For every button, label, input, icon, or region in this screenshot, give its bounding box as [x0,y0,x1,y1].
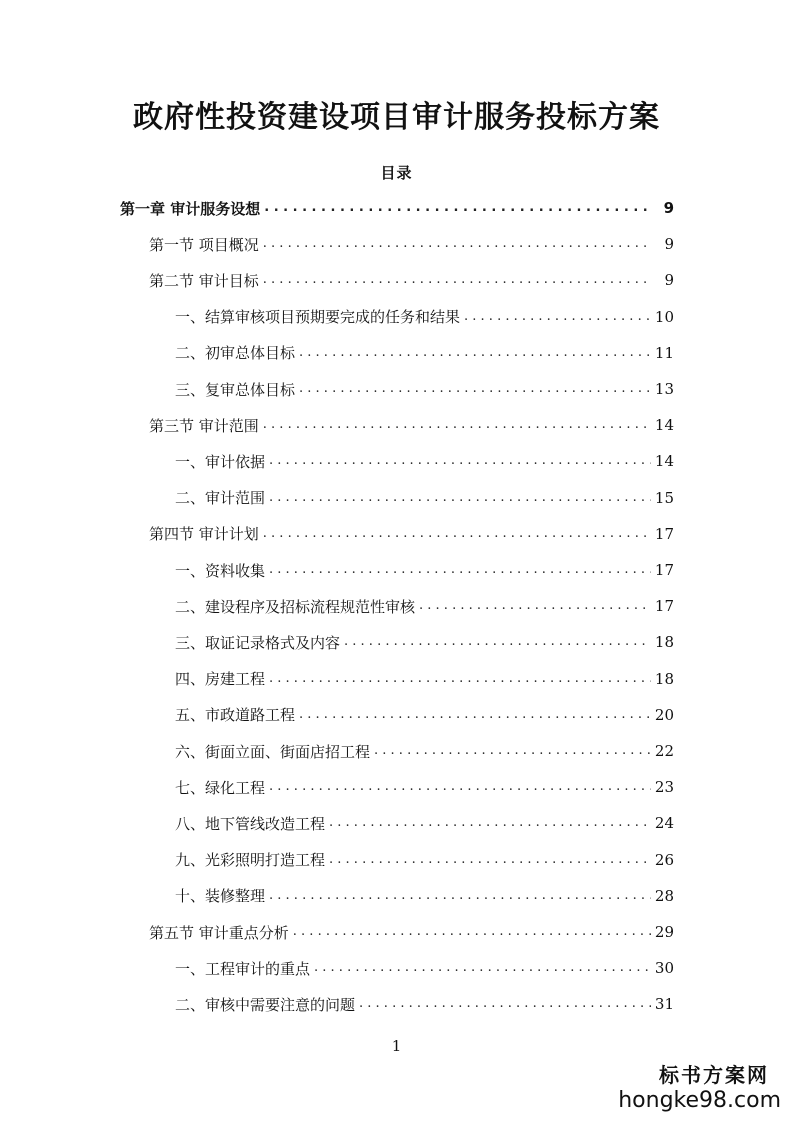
toc-entry-label: 九、光彩照明打造工程 [175,851,326,870]
page-number: 1 [391,1037,402,1055]
toc-dot-leader [269,878,651,914]
toc-entry-label: 第二节 审计目标 [149,271,259,290]
toc-entry-label: 第三节 审计范围 [149,416,259,435]
toc-entry-page: 13 [654,380,674,398]
toc-dot-leader [269,480,651,516]
toc-entry[interactable] [149,262,674,298]
toc-dot-leader [329,842,651,878]
toc-entry[interactable] [149,226,674,262]
toc-dot-leader [269,769,651,805]
watermark-url-text: hongke98.com [618,1088,781,1113]
toc-entry-label: 八、地下管线改造工程 [175,814,326,833]
toc-entry-label: 一、结算审核项目预期要完成的任务和结果 [175,308,461,327]
toc-dot-leader [359,986,651,1022]
toc-entry[interactable] [120,190,674,226]
toc-entry-page: 10 [654,307,674,326]
toc-entry-label: 一、资料收集 [175,561,266,580]
toc-entry-page: 14 [654,452,674,471]
toc-dot-leader [293,914,651,950]
toc-entry-page: 14 [654,416,674,435]
toc-entry[interactable] [149,407,674,443]
toc-entry-page: 17 [654,597,674,616]
toc-entry[interactable] [175,842,674,878]
toc-entry[interactable] [175,588,674,624]
toc-entry-page: 24 [654,814,674,833]
toc-entry-page: 29 [654,923,674,941]
toc-dot-leader [299,371,651,407]
toc-dot-leader [314,950,651,986]
toc-entry-page: 26 [654,850,674,869]
toc-dot-leader [263,407,651,443]
toc-entry-page: 28 [654,886,674,905]
toc-entry-label: 一、工程审计的重点 [175,959,311,978]
toc-entry-page: 9 [664,235,674,254]
toc-entry[interactable] [175,878,674,914]
toc-entry-page: 18 [654,633,674,652]
toc-entry-page: 17 [654,524,674,543]
toc-entry-label: 第四节 审计计划 [149,525,259,544]
toc-entry-page: 18 [654,669,674,688]
toc-entry-label: 二、初审总体目标 [175,344,296,363]
toc-dot-leader [263,226,652,262]
toc-entry[interactable] [175,299,674,335]
toc-dot-leader [264,190,652,226]
toc-dot-leader [269,552,651,588]
toc-dot-leader [329,805,651,841]
toc-entry[interactable] [175,733,674,769]
toc-entry-page: 22 [654,742,674,760]
toc-entry-page: 30 [654,959,674,978]
toc-entry-page: 15 [654,488,674,507]
watermark-cn-text: 标书方案网 [659,1063,769,1087]
toc-entry-label: 二、审核中需要注意的问题 [175,995,356,1014]
toc-entry-label: 三、取证记录格式及内容 [175,633,341,652]
toc-dot-leader [344,624,651,660]
toc-entry[interactable] [175,769,674,805]
toc-entry-page: 9 [663,199,674,217]
toc-dot-leader [263,516,651,552]
toc-entry-page: 17 [654,561,674,579]
toc-entry[interactable] [149,516,674,552]
toc-entry-page: 9 [664,271,674,290]
toc-entry-label: 十、装修整理 [175,887,266,906]
toc-entry-label: 六、街面立面、街面店招工程 [175,742,371,761]
watermark [618,1059,781,1114]
toc-entry-page: 31 [654,995,674,1014]
toc-dot-leader [374,733,651,769]
toc-entry-label: 四、房建工程 [175,670,266,689]
toc-entry[interactable] [175,697,674,733]
toc-entry[interactable] [149,914,674,950]
toc-dot-leader [263,262,652,298]
toc-dot-leader [299,697,651,733]
toc-entry-label: 一、审计依据 [175,452,266,471]
toc-entry-page: 23 [654,778,674,797]
toc-entry[interactable] [175,443,674,479]
toc-entry[interactable] [175,661,674,697]
toc-entry[interactable] [175,480,674,516]
toc-entry-label: 第一章 审计服务设想 [120,199,261,218]
toc-dot-leader [464,299,651,335]
toc-entry[interactable] [175,986,674,1022]
toc-entry-label: 五、市政道路工程 [175,706,296,725]
toc-dot-leader [269,661,651,697]
toc-entry-label: 二、建设程序及招标流程规范性审核 [175,597,416,616]
toc-dot-leader [299,335,651,371]
toc-entry-page: 11 [654,343,674,362]
toc-entry[interactable] [175,371,674,407]
toc-entry[interactable] [175,335,674,371]
toc-dot-leader [419,588,651,624]
toc-heading: 目录 [380,164,413,182]
toc-dot-leader [269,443,651,479]
toc-entry-label: 七、绿化工程 [175,778,266,797]
toc-entry-label: 三、复审总体目标 [175,380,296,399]
document-title: 政府性投资建设项目审计服务投标方案 [133,100,660,135]
toc-entry-page: 20 [654,705,674,724]
toc-entry-label: 第一节 项目概况 [149,235,259,254]
toc-entry-label: 第五节 审计重点分析 [149,923,289,942]
toc-entry[interactable] [175,805,674,841]
toc-entry-label: 二、审计范围 [175,489,266,508]
toc-entry[interactable] [175,552,674,588]
toc-entry[interactable] [175,624,674,660]
toc-entry[interactable] [175,950,674,986]
